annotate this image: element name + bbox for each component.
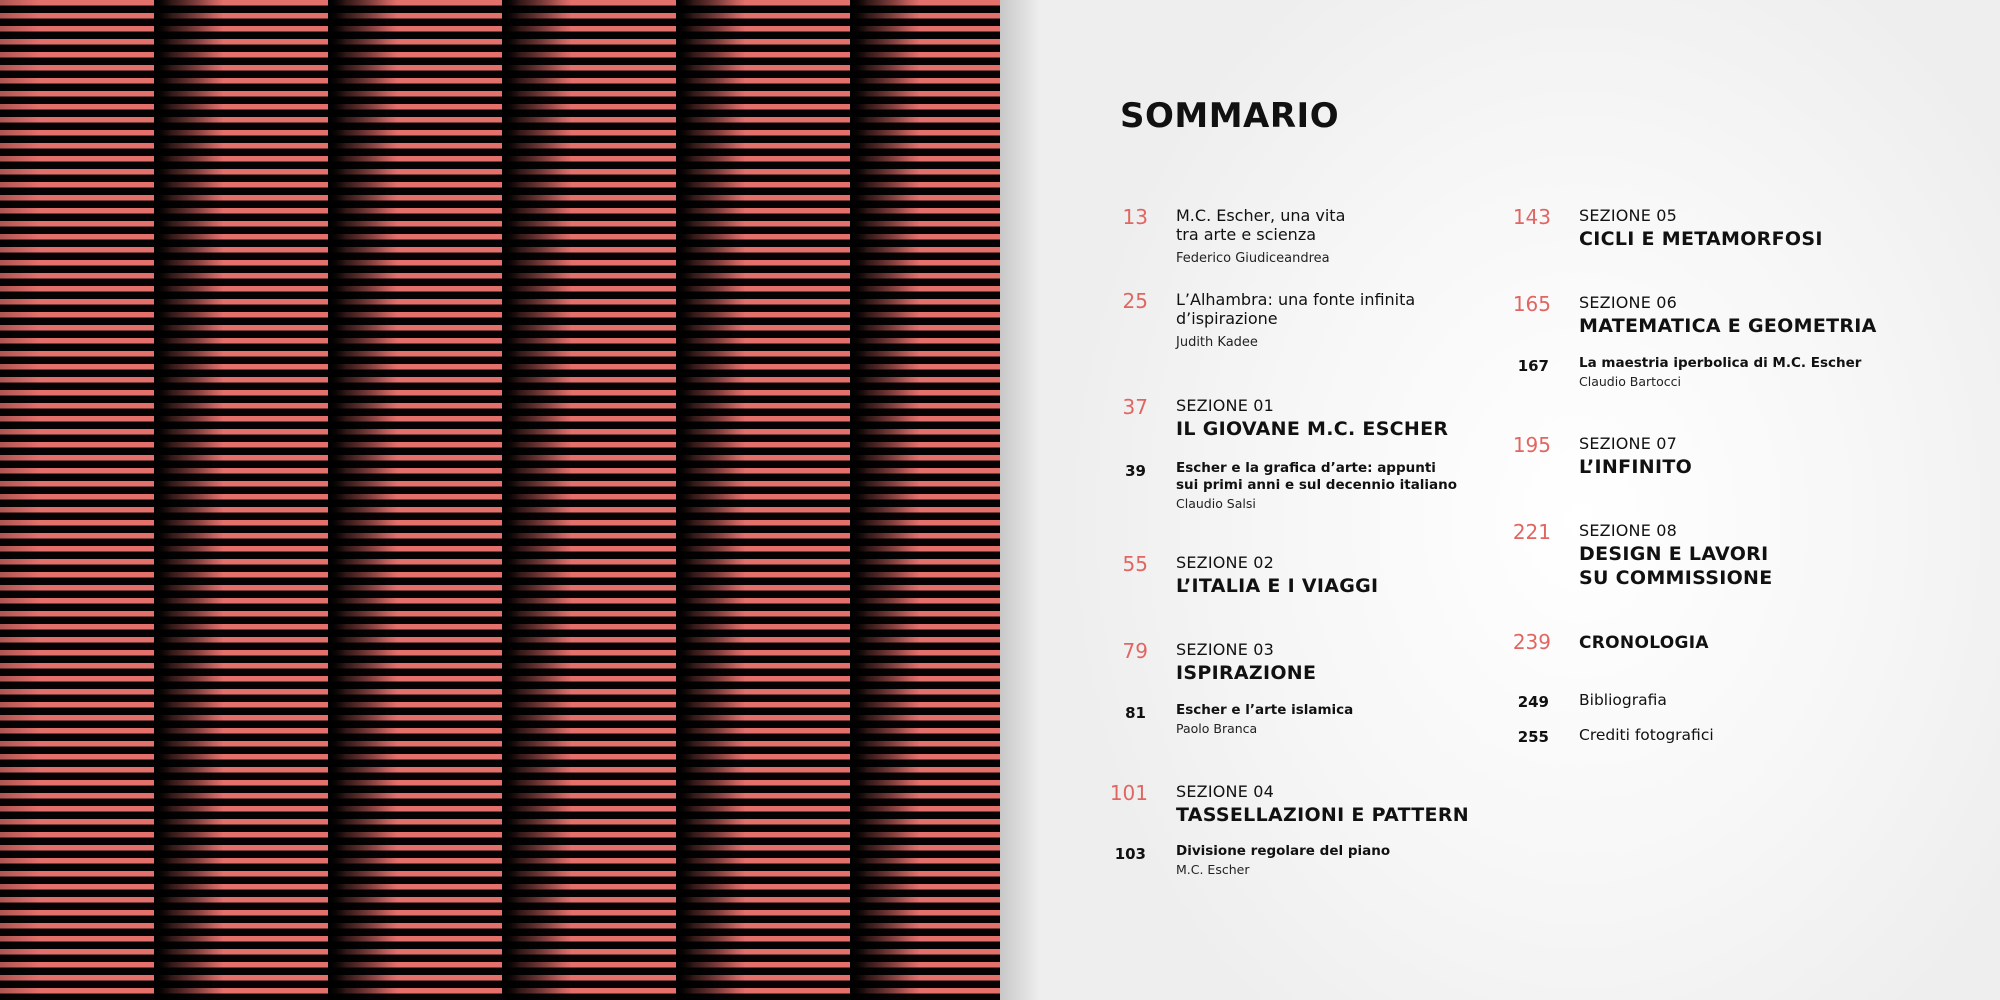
- toc-left-column: [1000, 0, 1469, 1000]
- section-title: L’ITALIA E I VIAGGI: [1176, 575, 1379, 597]
- page-number: 195: [1512, 433, 1551, 457]
- stripe-column-shadow: [328, 0, 398, 1000]
- table-of-contents-page: [1000, 0, 2000, 1000]
- section-title: L’INFINITO: [1579, 456, 1693, 478]
- entry-title-line: tra arte e scienza: [1176, 225, 1317, 244]
- entry-title-line: M.C. Escher, una vita: [1176, 206, 1346, 225]
- section-title: CICLI E METAMORFOSI: [1579, 228, 1823, 250]
- page-number: 239: [1512, 630, 1551, 654]
- sub-page-number: 255: [1517, 728, 1549, 746]
- sub-author: Claudio Salsi: [1176, 496, 1256, 511]
- sub-title-line: Divisione regolare del piano: [1176, 843, 1391, 859]
- sub-page-number: 81: [1125, 704, 1146, 722]
- entry-title-line: L’Alhambra: una fonte infinita: [1176, 290, 1416, 309]
- sub-title-line: La maestria iperbolica di M.C. Escher: [1579, 355, 1862, 371]
- sub-title-line: Escher e la grafica d’arte: appunti: [1176, 460, 1436, 476]
- sub-page-number: 39: [1125, 462, 1146, 480]
- section-label: SEZIONE 04: [1176, 782, 1275, 801]
- stripe-column-shadow: [502, 0, 572, 1000]
- sub-author: Paolo Branca: [1176, 721, 1258, 736]
- entry-title: Bibliografia: [1579, 691, 1667, 709]
- entry-title: Crediti fotografici: [1579, 726, 1714, 744]
- page-number: 165: [1512, 292, 1551, 316]
- page-number: 101: [1109, 781, 1148, 805]
- page-number: 79: [1122, 639, 1148, 663]
- stripe-column-shadow: [154, 0, 224, 1000]
- section-label: SEZIONE 05: [1579, 206, 1678, 225]
- page-number: 13: [1122, 205, 1148, 229]
- page-number: 37: [1122, 395, 1148, 419]
- section-label: SEZIONE 02: [1176, 553, 1275, 572]
- sub-page-number: 103: [1114, 845, 1146, 863]
- sub-author: M.C. Escher: [1176, 862, 1250, 877]
- toc-right-column: [1403, 0, 1877, 1000]
- sub-title-line: sui primi anni e sul decennio italiano: [1176, 477, 1458, 493]
- sub-page-number: 167: [1517, 357, 1549, 375]
- page-number: 221: [1512, 520, 1551, 544]
- section-label: SEZIONE 08: [1579, 521, 1678, 540]
- section-title: TASSELLAZIONI E PATTERN: [1176, 804, 1469, 826]
- page-number: 25: [1122, 289, 1148, 313]
- page-number: 55: [1122, 552, 1148, 576]
- entry-title-line: d’ispirazione: [1176, 309, 1278, 328]
- section-title: DESIGN E LAVORI: [1579, 543, 1769, 565]
- section-title: IL GIOVANE M.C. ESCHER: [1176, 418, 1449, 440]
- stripe-column-shadow: [676, 0, 746, 1000]
- page-number: 143: [1512, 205, 1551, 229]
- entry-author: Judith Kadee: [1176, 335, 1258, 350]
- section-title: MATEMATICA E GEOMETRIA: [1579, 315, 1877, 337]
- sub-author: Claudio Bartocci: [1579, 374, 1681, 389]
- sub-page-number: 249: [1517, 693, 1549, 711]
- page-title: SOMMARIO: [1120, 96, 1340, 136]
- section-title: CRONOLOGIA: [1579, 633, 1709, 653]
- stripe-column-shadow: [850, 0, 920, 1000]
- section-title: SU COMMISSIONE: [1579, 567, 1773, 589]
- section-label: SEZIONE 03: [1176, 640, 1275, 659]
- section-label: SEZIONE 06: [1579, 293, 1678, 312]
- sub-title-line: Escher e l’arte islamica: [1176, 702, 1354, 718]
- section-label: SEZIONE 01: [1176, 396, 1275, 415]
- section-label: SEZIONE 07: [1579, 434, 1678, 453]
- section-title: ISPIRAZIONE: [1176, 662, 1317, 684]
- entry-author: Federico Giudiceandrea: [1176, 251, 1330, 266]
